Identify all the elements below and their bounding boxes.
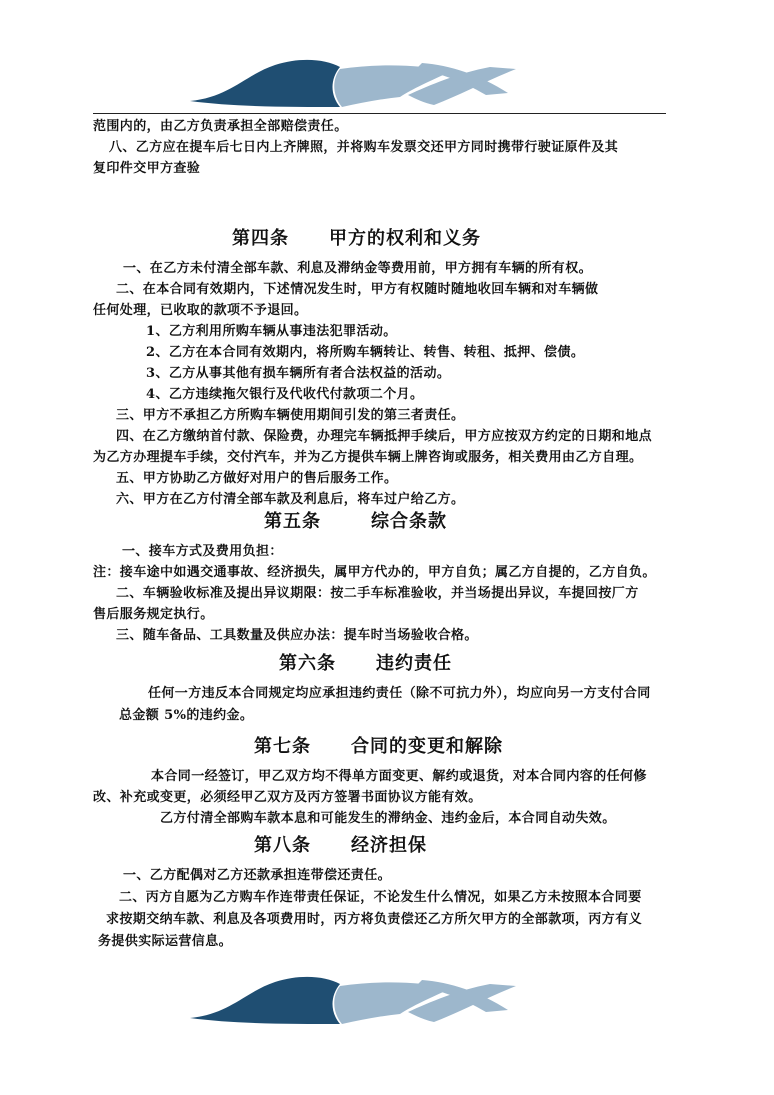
article4-line-7: 4、乙方违续拖欠银行及代收代付款项二个月。 [146,387,424,402]
article4-line-1: 一、在乙方未付清全部车款、利息及滞纳金等费用前，甲方拥有车辆的所有权。 [123,261,593,276]
article5-line-3: 二、车辆验收标准及提出异议期限：按二手车标准验收，并当场提出异议，车提回按厂方 [116,586,639,601]
header-rule [93,113,666,114]
article4-title: 甲方的权利和义务 [329,228,481,249]
article8-number: 第八条 [254,835,311,856]
article4-line-12: 六、甲方在乙方付清全部车款及利息后，将车过户给乙方。 [116,492,465,507]
article5-title: 综合条款 [371,511,447,532]
article4-line-5: 2、乙方在本合同有效期内，将所购车辆转让、转售、转租、抵押、偿债。 [146,345,585,360]
article5-heading [264,510,447,534]
article8-title: 经济担保 [351,835,427,856]
article6-number: 第六条 [279,653,336,674]
article5-number: 第五条 [264,511,321,532]
article8-line-2: 二、丙方自愿为乙方购车作连带责任保证，不论发生什么情况，如果乙方未按照本合同要 [119,890,642,905]
article4-line-4: 1、乙方利用所购车辆从事违法犯罪活动。 [146,324,397,339]
article7-line-2: 改、补充或变更，必须经甲乙双方及丙方签署书面协议方能有效。 [93,790,482,805]
article4-line-8: 三、甲方不承担乙方所购车辆使用期间引发的第三者责任。 [116,408,465,423]
article8-heading [254,834,427,858]
article4-number: 第四条 [232,228,289,249]
article4-heading [232,227,481,251]
header-logo [190,57,520,109]
header-line-1: 范围内的，由乙方负责承担全部赔偿责任。 [93,119,348,134]
article4-line-3: 任何处理，已收取的款项不予退回。 [93,303,308,318]
article7-title: 合同的变更和解除 [351,736,503,757]
article5-line-2: 注：接车途中如遇交通事故、经济损失，属甲方代办的，甲方自负；属乙方自提的，乙方自负。 [93,565,656,580]
header-line-3: 复印件交甲方查验 [93,161,201,176]
article8-line-4: 务提供实际运营信息。 [98,934,233,949]
article4-line-11: 五、甲方协助乙方做好对用户的售后服务工作。 [116,471,398,486]
article8-line-3: 求按期交纳车款、利息及各项费用时，丙方将负责偿还乙方所欠甲方的全部款项，丙方有义 [106,912,643,927]
article7-number: 第七条 [254,736,311,757]
article4-line-9: 四、在乙方缴纳首付款、保险费，办理完车辆抵押手续后，甲方应按双方约定的日期和地点 [116,429,653,444]
article5-line-5: 三、随车备品、工具数量及供应办法：提车时当场验收合格。 [116,628,478,643]
article6-heading [279,652,452,676]
article5-line-1: 一、接车方式及费用负担： [122,544,283,559]
article4-line-10: 为乙方办理提车手续，交付汽车，并为乙方提供车辆上牌咨询或服务，相关费用由乙方自理。 [93,450,643,465]
article7-line-1: 本合同一经签订，甲乙双方均不得单方面变更、解约或退货，对本合同内容的任何修 [151,769,647,784]
article5-line-4: 售后服务规定执行。 [93,607,214,622]
article6-line-1: 任何一方违反本合同规定均应承担违约责任（除不可抗力外），均应向另一方支付合同 [148,686,651,701]
article6-title: 违约责任 [376,653,452,674]
article7-heading [254,735,503,759]
article4-line-2: 二、在本合同有效期内，下述情况发生时，甲方有权随时随地收回车辆和对车辆做 [116,282,599,297]
article7-line-3: 乙方付清全部购车款本息和可能发生的滞纳金、违约金后，本合同自动失效。 [160,811,616,826]
footer-logo [190,974,520,1026]
header-line-2: 八、乙方应在提车后七日内上齐牌照，并将购车发票交还甲方同时携带行驶证原件及其 [109,140,619,155]
article8-line-1: 一、乙方配偶对乙方还款承担连带偿还责任。 [123,868,392,883]
article6-line-2: 总金额 5%的违约金。 [119,708,254,723]
article4-line-6: 3、乙方从事其他有损车辆所有者合法权益的活动。 [146,366,451,381]
